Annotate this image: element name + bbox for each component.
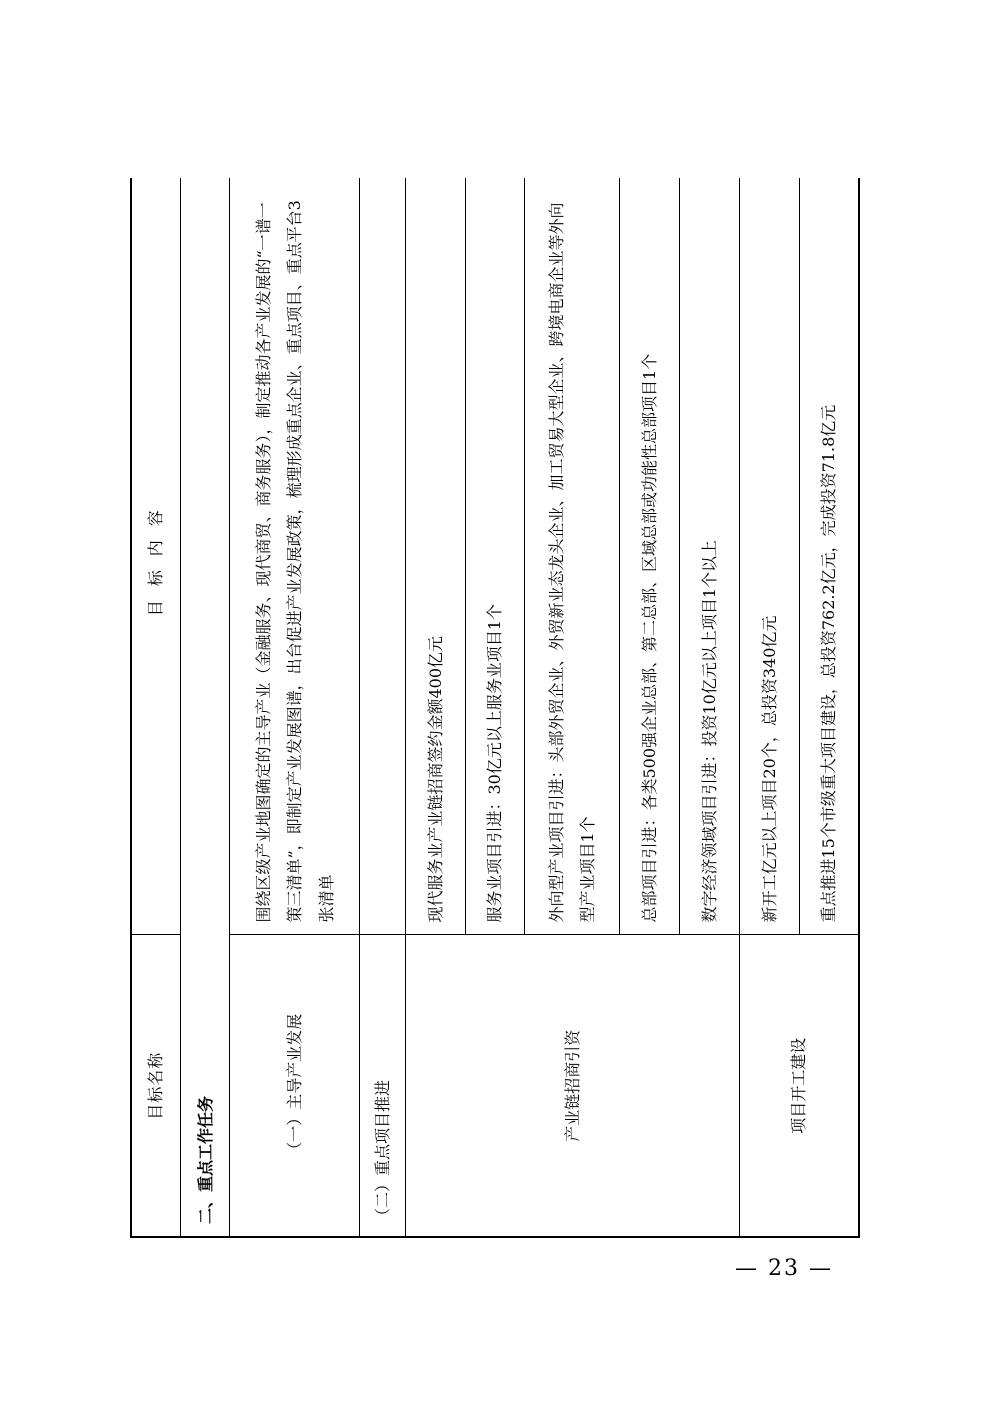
section-row bbox=[180, 178, 229, 1237]
subsection-row bbox=[360, 178, 405, 1237]
table-row bbox=[230, 178, 360, 1237]
investment-item: 数字经济领域项目引进：投资10亿元以上项目1个以上 bbox=[680, 178, 740, 935]
goal-name-main-industry: （一）主导产业发展 bbox=[230, 935, 360, 1237]
page-number: — 23 — bbox=[735, 1256, 833, 1281]
empty-cell bbox=[360, 178, 405, 935]
investment-item: 现代服务业产业链招商签约金额400亿元 bbox=[405, 178, 465, 935]
construction-item: 重点推进15个市级重大项目建设，总投资762.2亿元，完成投资71.8亿元 bbox=[799, 178, 859, 935]
goal-name-investment: 产业链招商引资 bbox=[405, 935, 739, 1237]
table-header-row bbox=[131, 178, 180, 1237]
section-title: 二、重点工作任务 bbox=[180, 178, 229, 1237]
goal-table bbox=[130, 178, 860, 1238]
goal-name-construction: 项目开工建设 bbox=[739, 935, 859, 1237]
table-container bbox=[130, 178, 860, 1238]
investment-item: 总部项目引进：各类500强企业总部、第二总部、区域总部或功能性总部项目1个 bbox=[620, 178, 680, 935]
construction-item: 新开工亿元以上项目20个，总投资340亿元 bbox=[739, 178, 799, 935]
investment-item: 外向型产业项目引进：头部外贸企业、外贸新业态龙头企业、加工贸易大型企业、跨境电商企业等外向型产业项目1个 bbox=[525, 178, 620, 935]
goal-name-key-projects: （二）重点项目推进 bbox=[360, 935, 405, 1237]
investment-item: 服务业项目引进：30亿元以上服务业项目1个 bbox=[465, 178, 525, 935]
table-row bbox=[739, 178, 799, 1237]
table-row bbox=[405, 178, 465, 1237]
header-goal-name: 目标名称 bbox=[131, 935, 180, 1237]
rotated-table-frame bbox=[130, 178, 860, 1238]
goal-content-main-industry: 围绕区级产业地图确定的主导产业（金融服务、现代商贸、商务服务），制定推动各产业发展的“一谱一策三清单”，即制定产业发展图谱，出台促进产业发展政策，梳理形成重点企业、重点项目、重点平台3张清单 bbox=[230, 178, 360, 935]
header-goal-content: 目标内容 bbox=[131, 178, 180, 935]
